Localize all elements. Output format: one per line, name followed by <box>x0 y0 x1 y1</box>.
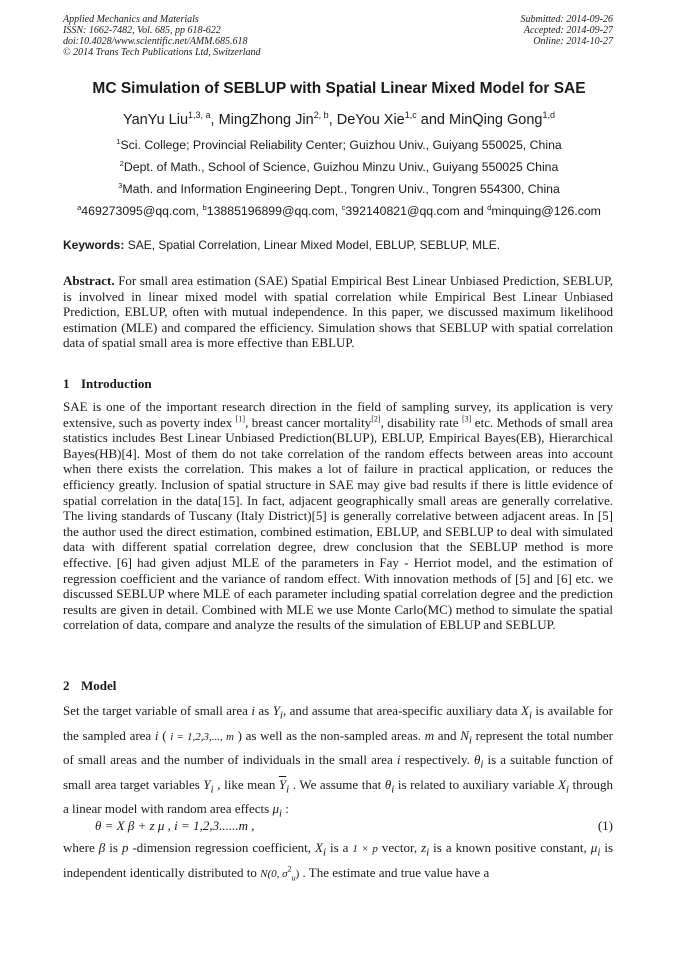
citation[interactable]: [1] <box>235 414 246 424</box>
math-var: θ <box>473 752 481 768</box>
model-text: , and assume that area-specific auxiliary data <box>282 703 521 718</box>
section-number: 1 <box>63 376 70 391</box>
math-var: β <box>98 840 106 855</box>
author-name: DeYou Xie <box>336 112 405 128</box>
email-sup: a <box>77 202 82 212</box>
model-text: is a suitable function of small area target variables <box>63 752 613 792</box>
model-text: through a linear model with random area effects <box>63 776 613 817</box>
intro-text: SAE is one of the important research direction in the field of sampling survey, its application is very extensive, such as poverty index <box>63 399 613 430</box>
model-text: respectively. <box>400 752 474 768</box>
abstract <box>63 273 613 351</box>
math-var: i <box>251 703 255 718</box>
model-text: -dimension regression coefficient, <box>128 840 315 855</box>
model-text: is independent identically distributed to <box>63 840 614 880</box>
paper-title: MC Simulation of SEBLUP with Spatial Linear Mixed Model for SAE <box>92 80 586 97</box>
model-text: ( <box>158 727 171 743</box>
affiliation-sup: 1 <box>116 136 121 146</box>
model-text: is <box>105 840 122 855</box>
math-var: $\overline{Y}$ <box>278 776 287 792</box>
math-expr: N(0, σ <box>260 867 288 880</box>
keywords-text: SAE, Spatial Correlation, Linear Mixed Model, EBLUP, SEBLUP, MLE. <box>124 238 501 252</box>
abstract-text: For small area estimation (SAE) Spatial Empirical Best Linear Unbiased Prediction, SEBLUP, is involved in linear mixed model with spatial correlation while Empirical Best Linear Unbiased Prediction, EBLUP, often with mutual independence. In this paper, we discussed maximum likelihood estimation (MLE) and compared the efficiency. Simulation shows that SEBLUP with spatial correlation data of spatial small area is more effective than EBLUP. <box>63 273 613 351</box>
author-sup: 1,c <box>404 110 417 121</box>
model-text: . We assume that <box>289 776 385 792</box>
equation-number: (1) <box>597 818 613 833</box>
doi-line[interactable]: doi:10.4028/www.scientific.net/AMM.685.618 <box>63 36 248 47</box>
section-number: 2 <box>63 678 70 693</box>
citation[interactable]: [2] <box>371 414 381 424</box>
introduction-paragraph <box>63 399 613 633</box>
math-var: Y <box>272 703 280 718</box>
issn-line: ISSN: 1662-7482, Vol. 685, pp 618-622 <box>63 25 221 36</box>
math-var: θ <box>384 776 392 792</box>
author-name: MingZhong Jin <box>218 112 314 128</box>
math-var: Y <box>203 776 211 792</box>
model-text: , like mean <box>213 776 279 792</box>
email-address[interactable]: 469273095@qq.com, <box>81 204 203 218</box>
model-text: and <box>434 727 461 743</box>
section-title: Model <box>81 678 117 693</box>
citation[interactable]: [3] <box>462 414 472 424</box>
intro-text: etc. Methods of small area statistics includes Best Linear Unbiased Prediction(BLUP), EBLUP, Empirical Bayes(EB), Hierarchical Bayes(HB)[4]. Most of them do not take correlation of the random effects between areas into account when there exists the correlation. This makes a lot of failure in practical application, or reduces the efficiency greatly. Inclusion of spatial structure in SAE may give bad results if there is little evidence of spatial correlation in the data[15]. In fact, adjacent geographically small areas are generally correlative. The living standards of Tuscany (Italy District)[5] is generally correlative between adjacent areas. In [5] the author used the direct estimation, combined estimation, EBLUP, and SEBLUP to deal with simulated data with different spatial correlation degree, drew conclusion that the SEBLUP method is more effective. [6] had given adjust MLE of the parameters in Fay - Herriot model, and the estimation of regression coefficient and the variance of random effect. With innovation methods of [5] and [6] etc. we discussed SEBLUP where MLE of each parameter including spatial correlation degree and the prediction results are given in detail. Combined with MLE we use Monte Carlo(MC) method to simulate the spatial correlation of data, compare and analyze the results of the simulation of EBLUP and SEBLUP. <box>63 414 614 633</box>
math-var: m <box>424 727 435 743</box>
equation-1: θ = X β + z μ , i = 1,2,3......m , <box>95 818 255 833</box>
affiliation-text: Dept. of Math., School of Science, Guizhou Minzu Univ., Guiyang 550025 China <box>123 160 559 174</box>
model-paragraph: Set the target variable of small area i as $Y_i$, and assume that area-specific auxiliary data $X_i$ is available for the sampled area i ( i = 1,2,3,..., m ) as well as the non-sampled areas. m and $N_i$ represent the total number of small areas and the number of individuals in the small area i respectively. $\theta_i$ is a suitable function of small area target variables $Y_i$ , like mean $\overline{Y}_i$ . We assume that $\theta_i$ is related to auxiliary variable $X_i$ through a linear model with random area effects $\mu_i$ : <box>63 703 613 820</box>
keywords-label: Keywords: <box>63 238 125 252</box>
affiliation-sup: 3 <box>118 180 123 190</box>
email-address[interactable]: 392140821@qq.com and <box>345 204 488 218</box>
copyright-line: © 2014 Trans Tech Publications Ltd, Switzerland <box>63 47 261 58</box>
email-line <box>40 204 638 218</box>
math-var: i <box>396 752 401 768</box>
model-text: where <box>63 840 99 855</box>
model-text: is related to auxiliary variable <box>394 776 558 792</box>
math-var: z <box>421 840 427 855</box>
math-expr: 1 × p <box>352 843 378 855</box>
math-var: X <box>557 776 566 792</box>
model-paragraph-2: where β is p -dimension regression coefficient, $X_i$ is a 1 × p vector, $z_i$ is a known positive constant, $\mu_i$ is independent identically distributed to N(0, $\sigma^2_u$) . The estimate and true value have a <box>63 840 614 883</box>
intro-text: , disability rate <box>380 414 462 430</box>
model-text: represent the total number of small areas and the number of individuals in the small area <box>63 727 613 768</box>
email-address[interactable]: minquing@126.com <box>491 204 601 218</box>
math-var: p <box>121 840 129 855</box>
math-var: i <box>154 727 159 743</box>
model-text: is available for the sampled area <box>63 703 613 743</box>
accepted-date: Accepted: 2014-09-27 <box>523 25 613 36</box>
model-text: as <box>254 703 273 718</box>
affiliation-text: Math. and Information Engineering Dept., Tongren Univ., Tongren 554300, China <box>122 182 560 196</box>
math-var: N <box>460 727 469 743</box>
journal-name: Applied Mechanics and Materials <box>63 14 199 25</box>
email-sup: d <box>487 202 492 212</box>
affiliation-2 <box>40 160 638 174</box>
author-name: MinQing Gong <box>449 112 543 128</box>
author-sup: 1,d <box>542 110 555 121</box>
model-text: : <box>282 801 289 817</box>
math-var: X <box>314 840 323 855</box>
intro-text: , breast cancer mortality <box>245 414 372 430</box>
email-sup: c <box>341 202 346 212</box>
affiliation-text: Sci. College; Provincial Reliability Center; Guizhou Univ., Guiyang 550025, China <box>120 138 562 152</box>
model-text: . The estimate and true value have a <box>299 864 490 880</box>
abstract-label: Abstract. <box>63 273 115 288</box>
affiliation-1 <box>40 138 638 152</box>
math-var: μ <box>590 840 598 855</box>
section-heading-introduction <box>63 376 152 392</box>
model-text: Set the target variable of small area <box>63 703 252 718</box>
author-sup: 2, b <box>313 110 329 121</box>
math-var: μ <box>272 801 280 817</box>
author-name: YanYu Liu <box>122 112 189 128</box>
email-sup: b <box>202 202 207 212</box>
affiliation-3 <box>40 182 638 196</box>
online-date: Online: 2014-10-27 <box>533 36 613 47</box>
math-expr: i = 1,2,3,..., m <box>170 730 234 743</box>
author-list: YanYu Liu$^{1,3, a}$, MingZhong Jin$^{2, b}$, DeYou Xie$^{1,c}$ and MinQing Gong$^{1,d}$ <box>122 110 555 128</box>
email-address[interactable]: 13885196899@qq.com, <box>206 204 342 218</box>
model-text: is a known positive constant, <box>429 840 591 855</box>
model-text: vector, <box>377 840 422 855</box>
model-text: is a <box>325 840 353 855</box>
keywords-line <box>63 238 623 252</box>
section-heading-model <box>63 678 116 694</box>
section-title: Introduction <box>81 376 152 391</box>
journal-info <box>63 14 261 58</box>
affiliation-sup: 2 <box>119 158 124 168</box>
submission-dates <box>521 14 614 47</box>
math-var: X <box>520 703 529 718</box>
model-text: ) as well as the non-sampled areas. <box>233 727 425 743</box>
author-sup: 1,3, a <box>188 110 211 121</box>
submitted-date: Submitted: 2014-09-26 <box>520 14 613 25</box>
